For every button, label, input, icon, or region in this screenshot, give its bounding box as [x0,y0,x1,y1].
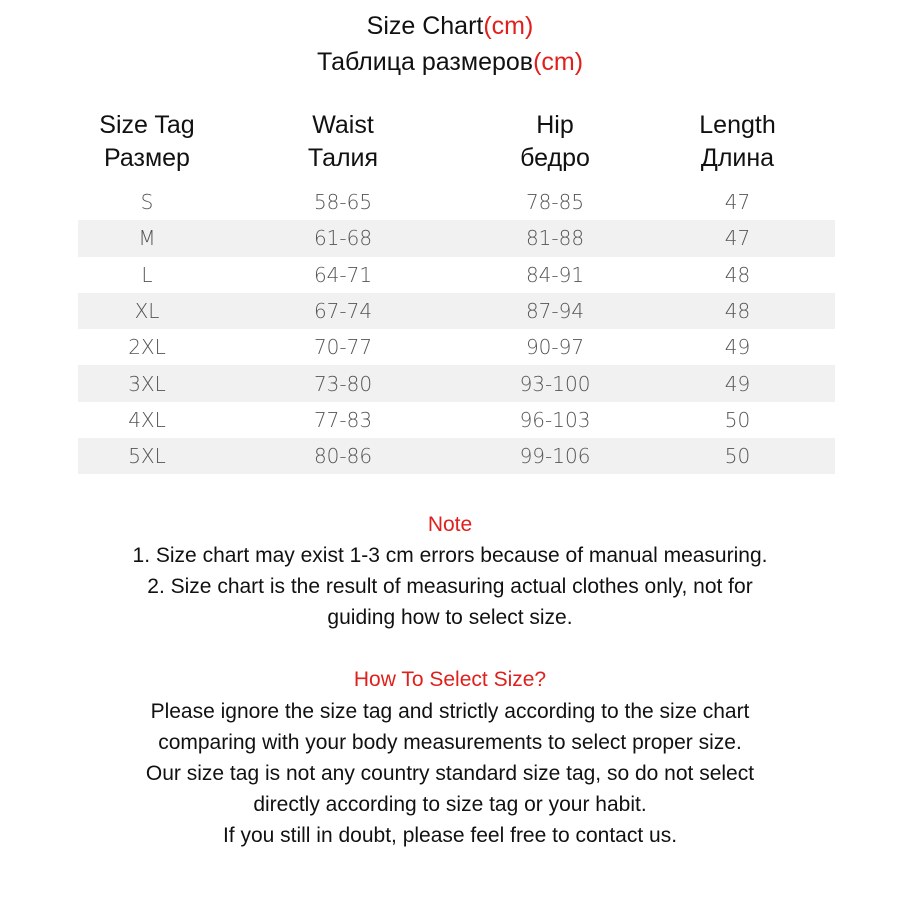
cell-hip: 90-97 [525,335,585,360]
cell-length: 50 [640,438,835,474]
cell-waist: 70-77 [313,335,373,360]
table-header-row [78,100,835,184]
header-size-tag-en: Size Tag [99,111,195,139]
cell-waist: 67-74 [216,293,470,329]
cell-length: 49 [640,365,835,401]
header-length-en: Length [699,111,776,139]
cell-length: 48 [640,293,835,329]
title-english [0,10,900,42]
select-size-line: comparing with your body measurements to select proper size. [158,731,742,754]
table-row [78,365,835,401]
table-row [78,220,835,256]
table-row [78,438,835,474]
header-hip-ru: бедро [520,144,590,172]
cell-length: 49 [724,335,751,360]
cell-size: M [78,220,216,256]
note-text [0,540,900,633]
table-row [78,257,835,293]
cell-hip: 78-85 [525,190,585,215]
cell-size: S [140,190,154,215]
select-size-text [0,696,900,851]
cell-hip: 81-88 [470,220,640,256]
header-size-tag [78,100,216,184]
cell-hip: 96-103 [519,407,591,432]
header-hip-en: Hip [536,111,574,139]
header-size-tag-ru: Размер [104,144,190,172]
header-waist [216,100,470,184]
note-line: 2. Size chart is the result of measuring actual clothes only, not for [147,575,753,598]
size-table [78,100,835,474]
cell-length: 47 [640,220,835,256]
cell-size: XL [78,293,216,329]
header-length-ru: Длина [700,144,775,172]
title-russian [0,46,900,78]
cell-hip: 93-100 [470,365,640,401]
cell-size: 5XL [78,438,216,474]
cell-waist: 80-86 [216,438,470,474]
select-size-title: How To Select Size? [353,668,547,691]
cell-waist: 58-65 [313,190,373,215]
cell-waist: 61-68 [216,220,470,256]
header-length [640,100,835,184]
cell-length: 50 [724,407,751,432]
note-line: 1. Size chart may exist 1-3 cm errors because of manual measuring. [132,544,768,567]
select-size-line: If you still in doubt, please feel free to contact us. [222,824,678,847]
header-waist-en: Waist [312,111,374,139]
cell-size: 3XL [78,365,216,401]
note-title: Note [427,513,473,536]
cell-waist: 73-80 [216,365,470,401]
cell-hip: 84-91 [525,262,585,287]
table-row [78,184,835,220]
cell-size: L [141,262,153,287]
table-row [78,329,835,365]
title-russian-text: Таблица размеров [316,48,534,76]
cell-length: 47 [724,190,751,215]
cell-hip: 99-106 [470,438,640,474]
select-size-line: directly according to size tag or your habit. [253,793,647,816]
select-size-line: Our size tag is not any country standard size tag, so do not select [145,762,755,785]
cell-waist: 64-71 [313,262,373,287]
title-english-unit: (cm) [483,12,534,40]
title-russian-unit: (cm) [533,48,584,76]
header-hip [470,100,640,184]
select-size-line: Please ignore the size tag and strictly according to the size chart [150,700,750,723]
cell-waist: 77-83 [313,407,373,432]
table-row [78,402,835,438]
cell-size: 4XL [128,407,166,432]
cell-size: 2XL [128,335,166,360]
table-row [78,293,835,329]
note-line: guiding how to select size. [327,606,573,629]
cell-length: 48 [724,262,751,287]
header-waist-ru: Талия [307,144,379,172]
title-english-text: Size Chart [366,12,484,40]
cell-hip: 87-94 [470,293,640,329]
